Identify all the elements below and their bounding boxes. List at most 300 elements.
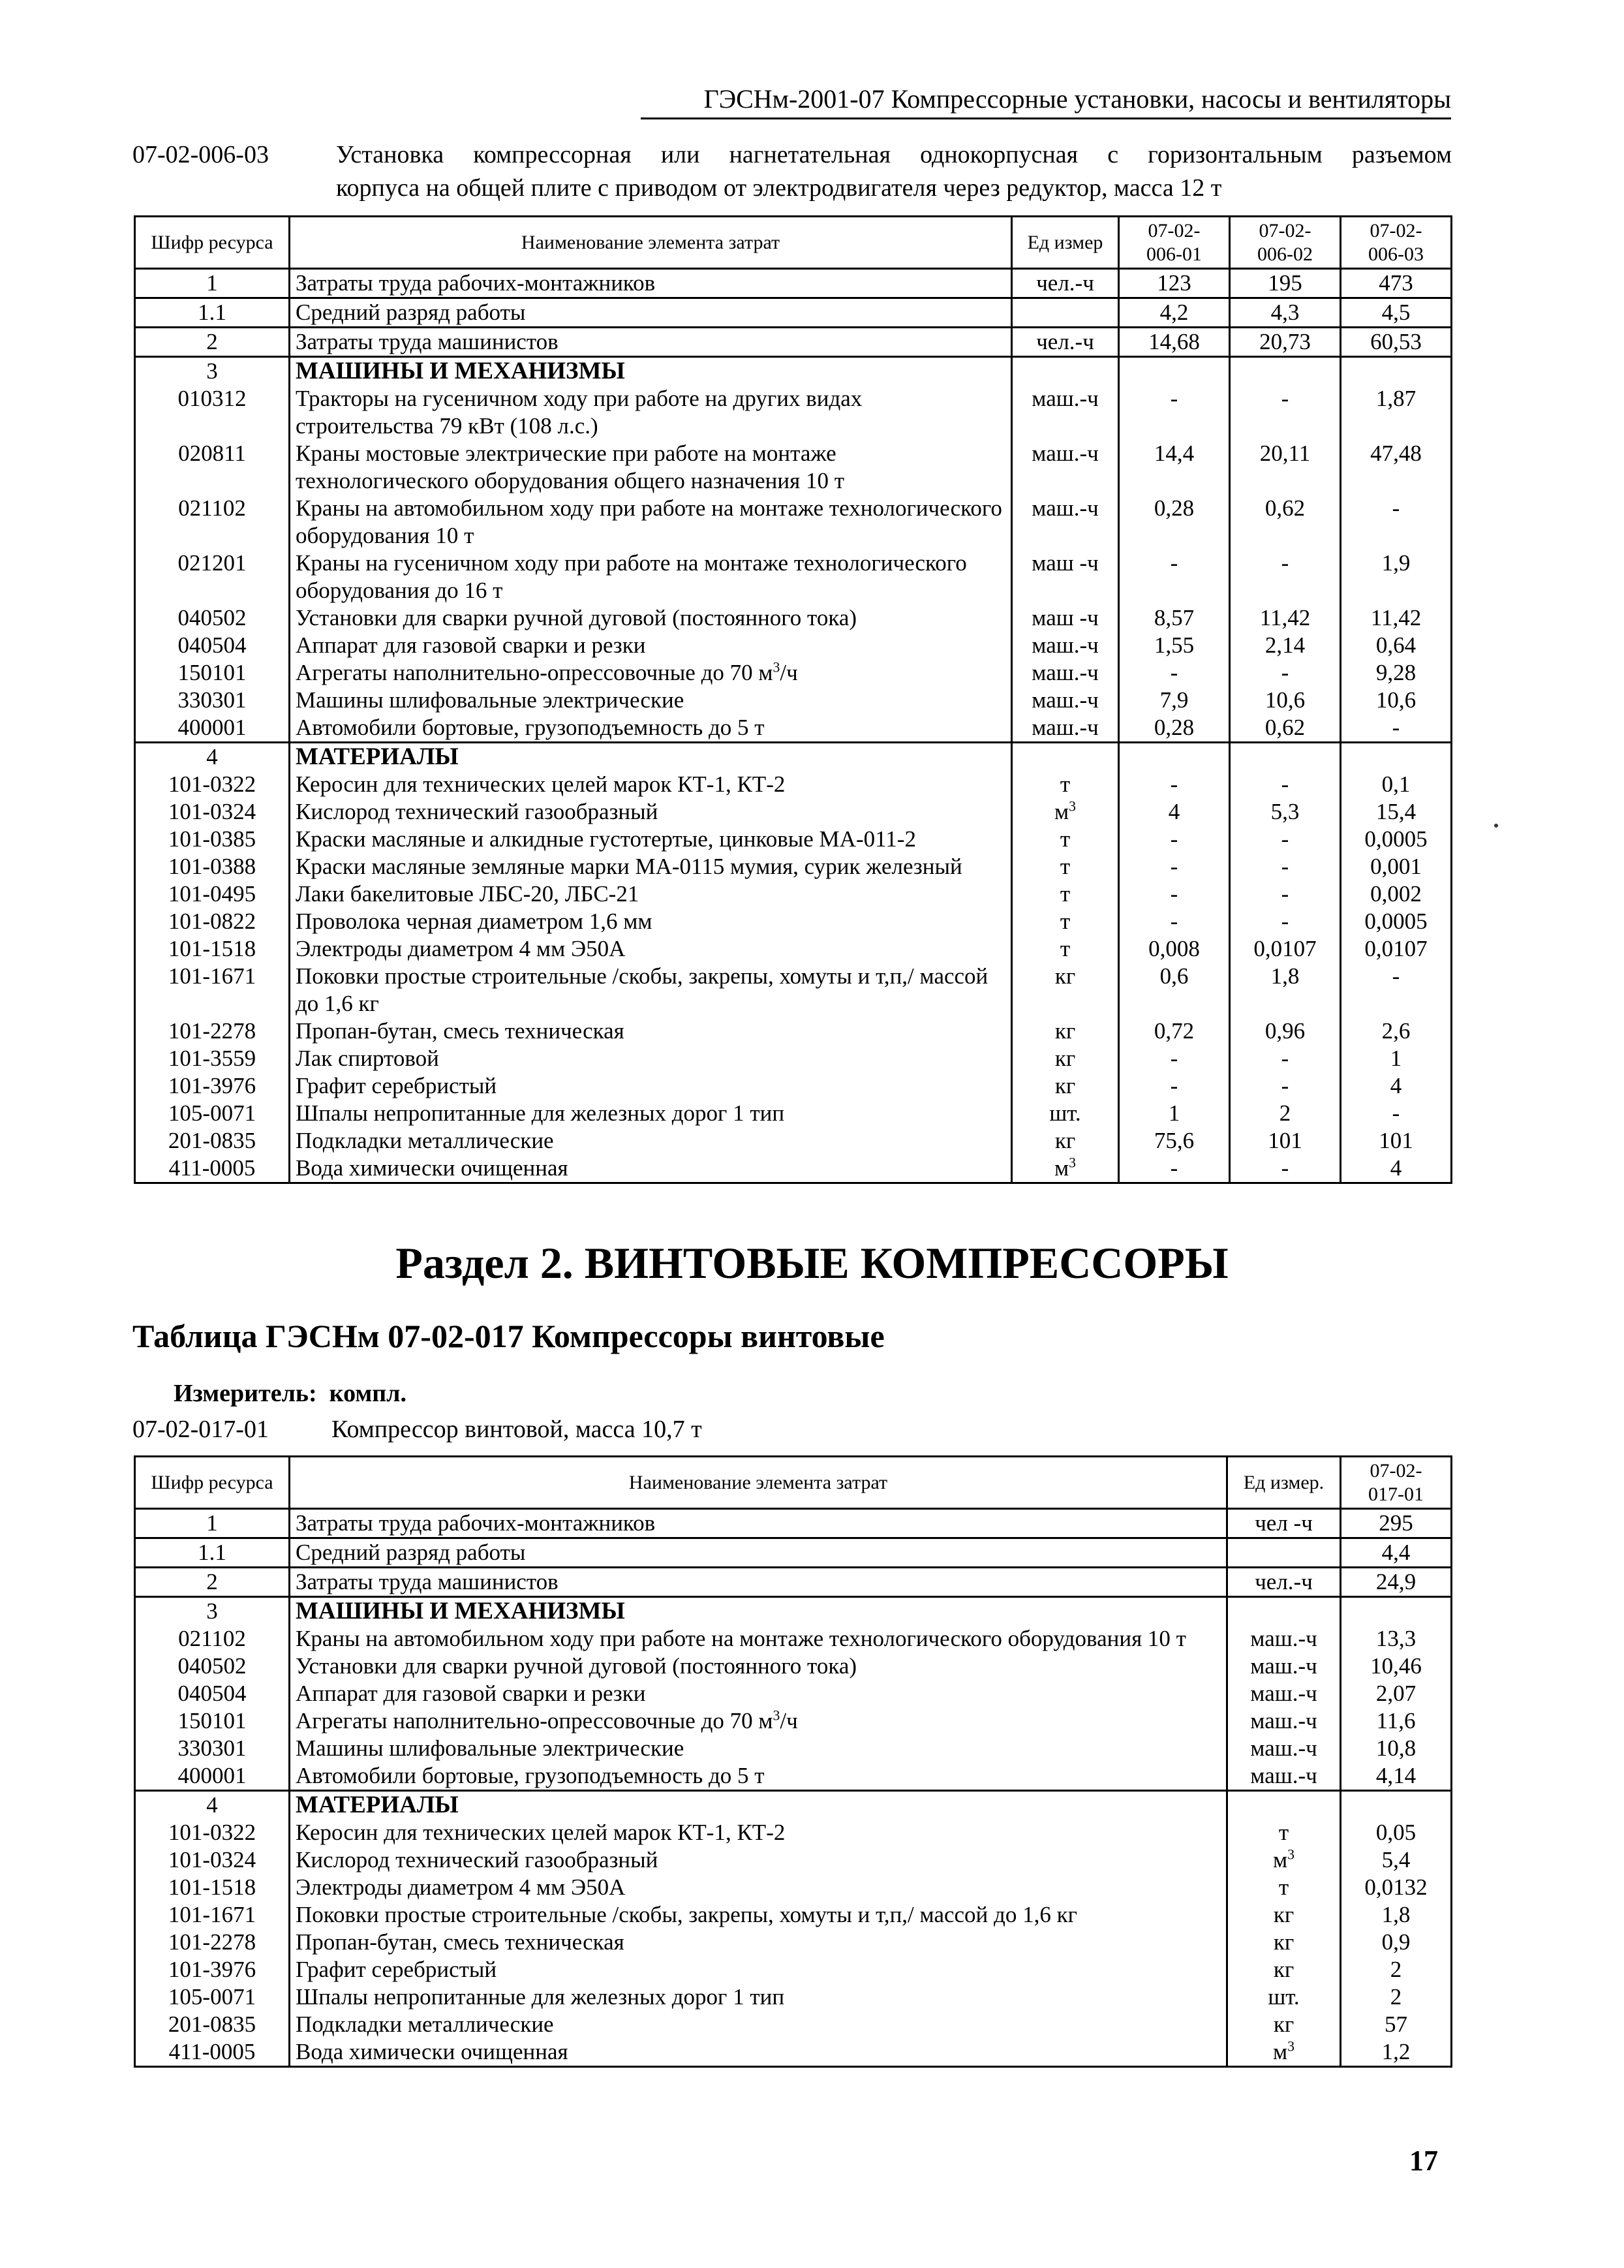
text-part: м <box>1273 2039 1288 2064</box>
cell-code: 101-1518 <box>135 935 290 963</box>
cell-code: 101-0388 <box>135 853 290 880</box>
table-row <box>135 1929 1452 1956</box>
section-title: Раздел 2. ВИНТОВЫЕ КОМПРЕССОРЫ <box>395 1238 1229 1288</box>
cell-value: 9,28 <box>1341 659 1452 687</box>
cell-code: 021201 <box>135 550 290 604</box>
cell-name: Подкладки металлические <box>290 2011 1227 2038</box>
cell-code: 020811 <box>135 440 290 495</box>
cell-value: - <box>1119 880 1230 908</box>
cell-value: 11,6 <box>1341 1707 1452 1735</box>
cell-value: 60,53 <box>1341 328 1452 357</box>
superscript: 3 <box>1287 2038 1295 2055</box>
cell-value: - <box>1341 963 1452 1017</box>
cell-unit: маш.-ч <box>1012 385 1119 440</box>
cell-name: Тракторы на гусеничном ходу при работе на других видах строительства 79 кВт (108 л.с.) <box>290 385 1012 440</box>
table-row <box>135 1791 1452 1820</box>
cell-name: Вода химически очищенная <box>290 2038 1227 2067</box>
cell-value: 123 <box>1119 269 1230 298</box>
cell-name: Пропан-бутан, смесь техническая <box>290 1017 1012 1045</box>
cell-value <box>1341 743 1452 771</box>
cell-unit: маш.-ч <box>1227 1680 1341 1707</box>
cell-code: 101-0324 <box>135 1846 290 1874</box>
cell-value: 2,6 <box>1341 1017 1452 1045</box>
section1-code: 07-02-006-03 <box>132 141 269 168</box>
cell-value: 15,4 <box>1341 798 1452 826</box>
cell-unit <box>1012 357 1119 386</box>
cell-value <box>1230 357 1341 386</box>
cell-name: Затраты труда рабочих-монтажников <box>290 269 1012 298</box>
table-row <box>135 1762 1452 1791</box>
table-row <box>135 1653 1452 1680</box>
cell-value: 2 <box>1230 1100 1341 1127</box>
cell-name: МАТЕРИАЛЫ <box>290 743 1012 771</box>
cell-value: 2 <box>1341 1956 1452 1983</box>
table-row <box>135 826 1452 853</box>
cell-name: Электроды диаметром 4 мм Э50А <box>290 935 1012 963</box>
cell-code: 010312 <box>135 385 290 440</box>
cell-unit: т <box>1227 1874 1341 1901</box>
cell-value: 0,001 <box>1341 853 1452 880</box>
table-row <box>135 298 1452 328</box>
cell-name: Краны мостовые электрические при работе на монтаже технологического оборудования общего назначения 10 т <box>290 440 1012 495</box>
cell-name: Машины шлифовальные электрические <box>290 687 1012 714</box>
cell-value: - <box>1341 1100 1452 1127</box>
cell-value: - <box>1341 495 1452 550</box>
table-row <box>135 714 1452 743</box>
cell-value: - <box>1119 1072 1230 1100</box>
cell-name: Кислород технический газообразный <box>290 798 1012 826</box>
cell-value: 5,4 <box>1341 1846 1452 1874</box>
cell-name: Средний разряд работы <box>290 1538 1227 1568</box>
cell-name <box>290 1707 1227 1735</box>
cell-unit <box>1012 743 1119 771</box>
cell-unit: чел.-ч <box>1012 269 1119 298</box>
section1-description-line2: корпуса на общей плите с приводом от электродвигателя через редуктор, масса 12 т <box>336 174 1222 202</box>
cell-value: 20,11 <box>1230 440 1341 495</box>
cell-value: - <box>1119 1155 1230 1183</box>
text-part: Агрегаты наполнительно-опрессовочные до 70 м <box>296 660 773 685</box>
cell-value: - <box>1230 659 1341 687</box>
cell-unit <box>1227 2038 1341 2067</box>
cell-value: - <box>1230 1072 1341 1100</box>
cell-value: 0,62 <box>1230 714 1341 743</box>
header-col3: 07-02- 006-03 <box>1341 217 1452 269</box>
section1-description-line1: Установка компрессорная или нагнетательная однокорпусная с горизонтальным разъемом <box>336 141 1452 168</box>
cell-code: 400001 <box>135 714 290 743</box>
cell-value: 7,9 <box>1119 687 1230 714</box>
cell-value: 1,8 <box>1341 1901 1452 1929</box>
cell-value: 0,0107 <box>1341 935 1452 963</box>
running-header: ГЭСНм-2001-07 Компрессорные установки, насосы и вентиляторы <box>703 84 1451 114</box>
cell-code: 040502 <box>135 1653 290 1680</box>
cell-code: 021102 <box>135 495 290 550</box>
cell-name: Пропан-бутан, смесь техническая <box>290 1929 1227 1956</box>
cell-name: Поковки простые строительные /скобы, закрепы, хомуты и т,п,/ массой до 1,6 кг <box>290 1901 1227 1929</box>
table-row <box>135 269 1452 298</box>
cell-value: 4,5 <box>1341 298 1452 328</box>
cell-value: 13,3 <box>1341 1625 1452 1653</box>
superscript: 3 <box>1069 798 1076 815</box>
cell-value: - <box>1230 908 1341 935</box>
cell-value: 2,14 <box>1230 632 1341 659</box>
cell-name: МАТЕРИАЛЫ <box>290 1791 1227 1820</box>
table-row <box>135 963 1452 1017</box>
cell-code: 411-0005 <box>135 2038 290 2067</box>
cell-code: 2 <box>135 328 290 357</box>
cell-value: 0,0107 <box>1230 935 1341 963</box>
cell-value: 11,42 <box>1230 604 1341 632</box>
cell-code: 101-1671 <box>135 1901 290 1929</box>
cell-value: 14,68 <box>1119 328 1230 357</box>
table-title: Таблица ГЭСНм 07-02-017 Компрессоры винтовые <box>132 1318 885 1354</box>
cell-value: 295 <box>1341 1509 1452 1538</box>
cell-name: Проволока черная диаметром 1,6 мм <box>290 908 1012 935</box>
cell-code: 101-1671 <box>135 963 290 1017</box>
cell-code: 1.1 <box>135 1538 290 1568</box>
cell-code: 150101 <box>135 1707 290 1735</box>
cell-value: - <box>1119 659 1230 687</box>
cell-name: Краны на автомобильном ходу при работе на монтаже технологического оборудования 10 т <box>290 495 1012 550</box>
cell-value: 2,07 <box>1341 1680 1452 1707</box>
cell-value: 1 <box>1341 1045 1452 1072</box>
cell-value: 11,42 <box>1341 604 1452 632</box>
cell-name: Керосин для технических целей марок КТ-1, КТ-2 <box>290 771 1012 798</box>
cell-value: 4 <box>1119 798 1230 826</box>
cell-value: 0,9 <box>1341 1929 1452 1956</box>
cell-code: 101-0495 <box>135 880 290 908</box>
cell-name: Шпалы непропитанные для железных дорог 1 тип <box>290 1983 1227 2011</box>
cell-value: 0,1 <box>1341 771 1452 798</box>
cell-name: Установки для сварки ручной дуговой (постоянного тока) <box>290 604 1012 632</box>
table-row <box>135 1017 1452 1045</box>
cell-name: Подкладки металлические <box>290 1127 1012 1155</box>
cell-name: МАШИНЫ И МЕХАНИЗМЫ <box>290 357 1012 386</box>
cell-unit: кг <box>1227 2011 1341 2038</box>
cell-code: 040502 <box>135 604 290 632</box>
header-unit: Ед измер. <box>1227 1457 1341 1509</box>
cell-value: 24,9 <box>1341 1568 1452 1597</box>
cell-value: 1,55 <box>1119 632 1230 659</box>
cell-unit: шт. <box>1012 1100 1119 1127</box>
cell-unit: т <box>1012 880 1119 908</box>
cell-unit: маш -ч <box>1012 604 1119 632</box>
table-row <box>135 1819 1452 1846</box>
cell-code: 400001 <box>135 1762 290 1791</box>
cell-value: - <box>1119 550 1230 604</box>
cell-name: Краны на гусеничном ходу при работе на монтаже технологического оборудования до 16 т <box>290 550 1012 604</box>
cell-value: 10,6 <box>1341 687 1452 714</box>
cell-code: 1.1 <box>135 298 290 328</box>
cell-value: 4 <box>1341 1072 1452 1100</box>
cell-code: 1 <box>135 1509 290 1538</box>
cell-name: Кислород технический газообразный <box>290 1846 1227 1874</box>
text-part: м <box>1054 799 1069 824</box>
cell-value: 101 <box>1230 1127 1341 1155</box>
table-row <box>135 1735 1452 1762</box>
text-part: Агрегаты наполнительно-опрессовочные до 70 м <box>296 1708 773 1733</box>
cell-code: 101-0322 <box>135 771 290 798</box>
cell-code: 105-0071 <box>135 1983 290 2011</box>
cell-value: - <box>1119 853 1230 880</box>
cell-value: 195 <box>1230 269 1341 298</box>
cell-unit: т <box>1012 853 1119 880</box>
cell-value: 4,4 <box>1341 1538 1452 1568</box>
table-row <box>135 495 1452 550</box>
table-row <box>135 2038 1452 2067</box>
cell-code: 150101 <box>135 659 290 687</box>
cell-value: 0,0005 <box>1341 908 1452 935</box>
cell-code: 3 <box>135 1597 290 1626</box>
header-code: Шифр ресурса <box>135 1457 290 1509</box>
cell-unit <box>1227 1538 1341 1568</box>
cell-unit: шт. <box>1227 1983 1341 2011</box>
cell-value: 14,4 <box>1119 440 1230 495</box>
cell-value: 2 <box>1341 1983 1452 2011</box>
cell-unit: кг <box>1012 1127 1119 1155</box>
cell-unit: маш.-ч <box>1012 440 1119 495</box>
table-row <box>135 632 1452 659</box>
cell-code: 101-0822 <box>135 908 290 935</box>
cell-name: Средний разряд работы <box>290 298 1012 328</box>
cell-value: - <box>1230 1155 1341 1183</box>
cell-code: 101-0385 <box>135 826 290 853</box>
cell-unit: т <box>1012 908 1119 935</box>
cell-name: Краны на автомобильном ходу при работе на монтаже технологического оборудования 10 т <box>290 1625 1227 1653</box>
table-row <box>135 1072 1452 1100</box>
cell-unit: маш.-ч <box>1227 1735 1341 1762</box>
header-unit: Ед измер <box>1012 217 1119 269</box>
table-row <box>135 1155 1452 1183</box>
cell-name: Лак спиртовой <box>290 1045 1012 1072</box>
cell-code: 101-0324 <box>135 798 290 826</box>
cell-code: 411-0005 <box>135 1155 290 1183</box>
cell-code: 101-2278 <box>135 1017 290 1045</box>
cell-value: 57 <box>1341 2011 1452 2038</box>
cell-name: Автомобили бортовые, грузоподъемность до 5 т <box>290 714 1012 743</box>
resource-table-2 <box>134 1455 1452 2068</box>
cell-name: Керосин для технических целей марок КТ-1, КТ-2 <box>290 1819 1227 1846</box>
cell-code: 101-3559 <box>135 1045 290 1072</box>
cell-value: - <box>1341 714 1452 743</box>
cell-code: 330301 <box>135 687 290 714</box>
table-row <box>135 1901 1452 1929</box>
cell-code: 2 <box>135 1568 290 1597</box>
cell-code: 201-0835 <box>135 1127 290 1155</box>
cell-unit: т <box>1012 771 1119 798</box>
table-row <box>135 328 1452 357</box>
table-row <box>135 798 1452 826</box>
table-row <box>135 1983 1452 2011</box>
table-row <box>135 743 1452 771</box>
cell-code: 101-2278 <box>135 1929 290 1956</box>
table-row <box>135 771 1452 798</box>
cell-name: МАШИНЫ И МЕХАНИЗМЫ <box>290 1597 1227 1626</box>
header-name: Наименование элемента затрат <box>290 217 1012 269</box>
table-row <box>135 659 1452 687</box>
table-row <box>135 1846 1452 1874</box>
cell-unit: маш.-ч <box>1012 659 1119 687</box>
cell-unit: т <box>1012 935 1119 963</box>
superscript: 3 <box>773 659 780 676</box>
meter-line <box>174 1379 406 1408</box>
table-row <box>135 880 1452 908</box>
cell-value: - <box>1119 1045 1230 1072</box>
cell-value: - <box>1230 385 1341 440</box>
text-part: /ч <box>780 1708 798 1733</box>
cell-value: 75,6 <box>1119 1127 1230 1155</box>
cell-code: 101-0322 <box>135 1819 290 1846</box>
cell-unit: чел.-ч <box>1012 328 1119 357</box>
cell-value: - <box>1230 550 1341 604</box>
cell-unit: маш -ч <box>1012 550 1119 604</box>
cell-value: 101 <box>1341 1127 1452 1155</box>
text-part: /ч <box>780 660 798 685</box>
cell-value: 10,6 <box>1230 687 1341 714</box>
cell-value: 0,96 <box>1230 1017 1341 1045</box>
cell-unit: маш.-ч <box>1227 1762 1341 1791</box>
resource-table-1-body <box>135 269 1452 1183</box>
cell-value: 0,002 <box>1341 880 1452 908</box>
cell-value: 0,0132 <box>1341 1874 1452 1901</box>
cell-code: 040504 <box>135 632 290 659</box>
cell-name: Вода химически очищенная <box>290 1155 1012 1183</box>
cell-value: - <box>1230 1045 1341 1072</box>
cell-unit: кг <box>1012 1017 1119 1045</box>
cell-value: - <box>1119 771 1230 798</box>
cell-value <box>1230 743 1341 771</box>
header-col2: 07-02- 006-02 <box>1230 217 1341 269</box>
cell-name: Аппарат для газовой сварки и резки <box>290 1680 1227 1707</box>
cell-code: 330301 <box>135 1735 290 1762</box>
table-row <box>135 1680 1452 1707</box>
header-code: Шифр ресурса <box>135 217 290 269</box>
cell-value <box>1341 1597 1452 1626</box>
cell-name: Поковки простые строительные /скобы, закрепы, хомуты и т,п,/ массой до 1,6 кг <box>290 963 1012 1017</box>
cell-unit: маш.-ч <box>1227 1653 1341 1680</box>
table-row <box>135 550 1452 604</box>
cell-name: Краски масляные земляные марки МА-0115 мумия, сурик железный <box>290 853 1012 880</box>
cell-value: - <box>1230 853 1341 880</box>
cell-name: Затраты труда рабочих-монтажников <box>290 1509 1227 1538</box>
cell-unit: кг <box>1227 1956 1341 1983</box>
cell-unit: чел -ч <box>1227 1509 1341 1538</box>
header-col1: 07-02- 006-01 <box>1119 217 1230 269</box>
cell-value: 0,05 <box>1341 1819 1452 1846</box>
meter-value: компл. <box>329 1380 406 1407</box>
table-row <box>135 853 1452 880</box>
section2-description: Компрессор винтовой, масса 10,7 т <box>331 1416 702 1443</box>
cell-unit: кг <box>1227 1929 1341 1956</box>
cell-value: 1,87 <box>1341 385 1452 440</box>
cell-unit: маш.-ч <box>1012 687 1119 714</box>
cell-value: 10,8 <box>1341 1735 1452 1762</box>
table-row <box>135 2011 1452 2038</box>
cell-value: 1 <box>1119 1100 1230 1127</box>
cell-value: 0,28 <box>1119 714 1230 743</box>
cell-value: 0,72 <box>1119 1017 1230 1045</box>
cell-name: Затраты труда машинистов <box>290 1568 1227 1597</box>
cell-code: 101-3976 <box>135 1072 290 1100</box>
header-col1: 07-02- 017-01 <box>1341 1457 1452 1509</box>
table-row <box>135 1707 1452 1735</box>
cell-value: 4,2 <box>1119 298 1230 328</box>
cell-code: 1 <box>135 269 290 298</box>
text-part: м <box>1054 1155 1069 1181</box>
cell-value: - <box>1230 826 1341 853</box>
cell-value: - <box>1230 880 1341 908</box>
table-row <box>135 1956 1452 1983</box>
cell-value: - <box>1119 908 1230 935</box>
cell-code: 3 <box>135 357 290 386</box>
cell-value: 0,0005 <box>1341 826 1452 853</box>
cell-name: Затраты труда машинистов <box>290 328 1012 357</box>
cell-value: 20,73 <box>1230 328 1341 357</box>
table-row <box>135 604 1452 632</box>
table-row <box>135 440 1452 495</box>
cell-unit: маш.-ч <box>1012 714 1119 743</box>
cell-value: 0,64 <box>1341 632 1452 659</box>
cell-value: 0,6 <box>1119 963 1230 1017</box>
cell-name: Графит серебристый <box>290 1072 1012 1100</box>
cell-value: 4 <box>1341 1155 1452 1183</box>
cell-unit <box>1227 1791 1341 1820</box>
cell-unit: кг <box>1012 963 1119 1017</box>
table-row <box>135 1538 1452 1568</box>
table-row <box>135 935 1452 963</box>
cell-value: 0,008 <box>1119 935 1230 963</box>
cell-code: 105-0071 <box>135 1100 290 1127</box>
table-row <box>135 1568 1452 1597</box>
cell-value: 0,28 <box>1119 495 1230 550</box>
cell-code: 4 <box>135 1791 290 1820</box>
cell-value: 47,48 <box>1341 440 1452 495</box>
cell-value: 0,62 <box>1230 495 1341 550</box>
cell-name <box>290 659 1012 687</box>
cell-value <box>1341 357 1452 386</box>
cell-value: 1,8 <box>1230 963 1341 1017</box>
cell-name: Электроды диаметром 4 мм Э50А <box>290 1874 1227 1901</box>
cell-unit <box>1227 1597 1341 1626</box>
header-rule <box>641 117 1451 119</box>
cell-code: 4 <box>135 743 290 771</box>
cell-unit: т <box>1012 826 1119 853</box>
cell-value: 1,9 <box>1341 550 1452 604</box>
superscript: 3 <box>773 1707 780 1724</box>
cell-name: Графит серебристый <box>290 1956 1227 1983</box>
cell-unit: маш.-ч <box>1012 495 1119 550</box>
cell-value: 473 <box>1341 269 1452 298</box>
superscript: 3 <box>1287 1846 1295 1863</box>
cell-unit <box>1012 1155 1119 1183</box>
page-number: 17 <box>1409 2145 1438 2177</box>
text-part: м <box>1273 1847 1288 1872</box>
cell-code: 201-0835 <box>135 2011 290 2038</box>
cell-name: Шпалы непропитанные для железных дорог 1 тип <box>290 1100 1012 1127</box>
cell-value: 8,57 <box>1119 604 1230 632</box>
cell-unit: маш.-ч <box>1227 1625 1341 1653</box>
resource-table-1 <box>134 215 1452 1184</box>
cell-value: 10,46 <box>1341 1653 1452 1680</box>
table-row <box>135 908 1452 935</box>
table-row <box>135 357 1452 386</box>
section2-code: 07-02-017-01 <box>132 1416 269 1443</box>
header-name: Наименование элемента затрат <box>290 1457 1227 1509</box>
cell-unit: т <box>1227 1819 1341 1846</box>
table-row <box>135 1127 1452 1155</box>
cell-unit: маш.-ч <box>1227 1707 1341 1735</box>
resource-table-2-body <box>135 1509 1452 2067</box>
cell-unit: чел.-ч <box>1227 1568 1341 1597</box>
